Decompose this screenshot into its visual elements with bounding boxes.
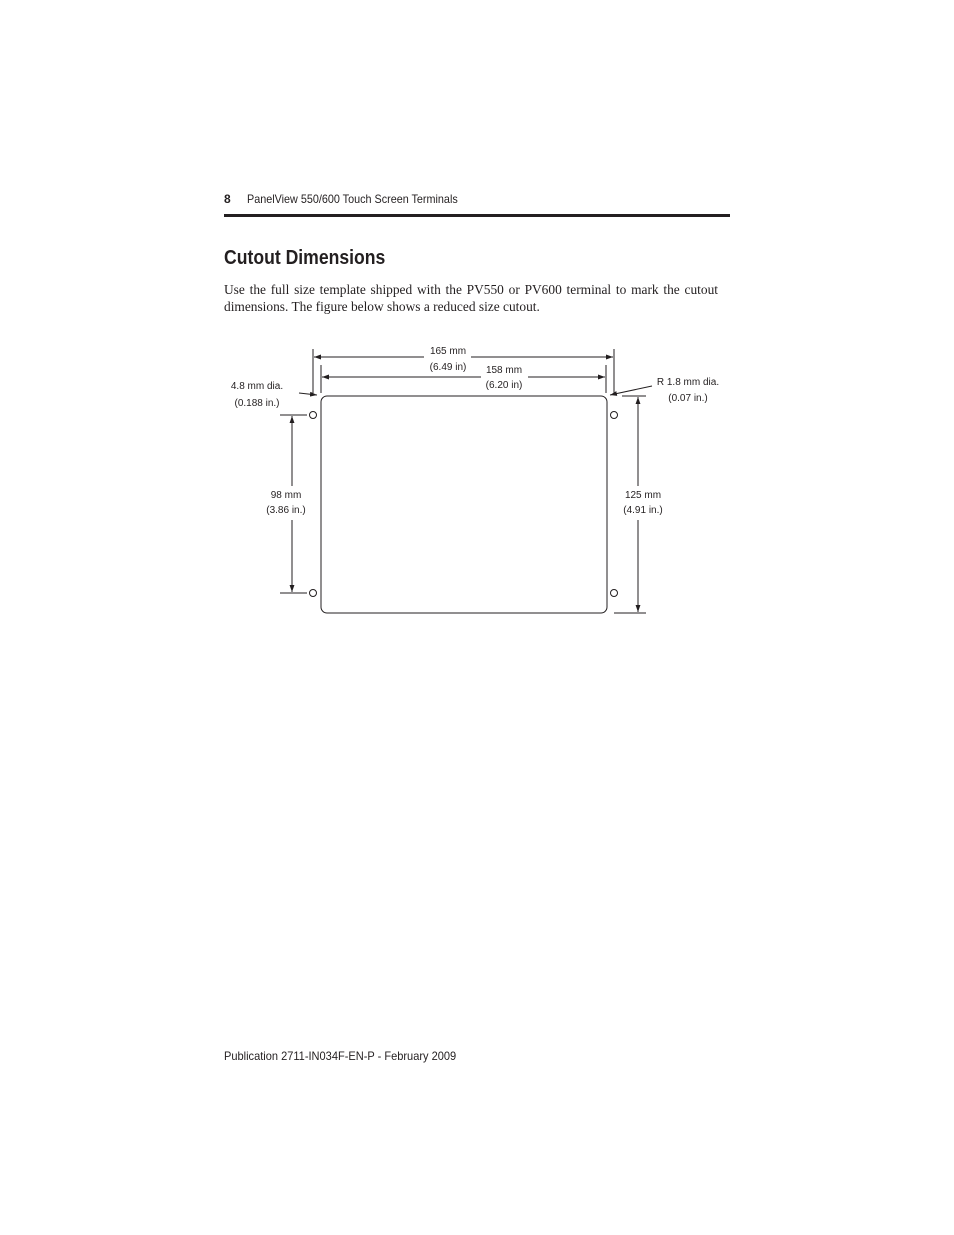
leader-hole-diameter [299, 393, 317, 395]
label-corner-radius-in: (0.07 in.) [668, 393, 708, 404]
label-cutout-height-mm: 125 mm [624, 490, 662, 501]
cutout-outline [321, 396, 607, 613]
mounting-hole-top-left [310, 412, 317, 419]
label-hole-diameter-in: (0.188 in.) [234, 398, 280, 409]
label-corner-radius-mm: R 1.8 mm dia. [656, 377, 720, 388]
label-outer-width-in: (6.49 in) [429, 362, 467, 373]
leader-corner-radius [610, 386, 652, 395]
section-heading: Cutout Dimensions [224, 247, 386, 269]
label-outer-width-mm: 165 mm [429, 346, 467, 357]
mounting-hole-top-right [611, 412, 618, 419]
label-hole-spacing-in: (3.86 in.) [266, 505, 306, 516]
body-paragraph: Use the full size template shipped with the PV550 or PV600 terminal to mark the cutout dimensions. The figure below shows a reduced size cutout. [224, 282, 718, 314]
mounting-hole-bottom-left [310, 590, 317, 597]
label-cutout-height-in: (4.91 in.) [623, 505, 663, 516]
running-header-title: PanelView 550/600 Touch Screen Terminals [247, 192, 458, 206]
mounting-hole-bottom-right [611, 590, 618, 597]
label-hole-diameter-mm: 4.8 mm dia. [230, 381, 284, 392]
page-number: 8 [224, 192, 231, 206]
label-inner-width-in: (6.20 in) [485, 380, 523, 391]
label-inner-width-mm: 158 mm [485, 365, 523, 376]
footer-publication: Publication 2711-IN034F-EN-P - February 2009 [224, 1049, 457, 1063]
label-hole-spacing-mm: 98 mm [270, 490, 302, 501]
